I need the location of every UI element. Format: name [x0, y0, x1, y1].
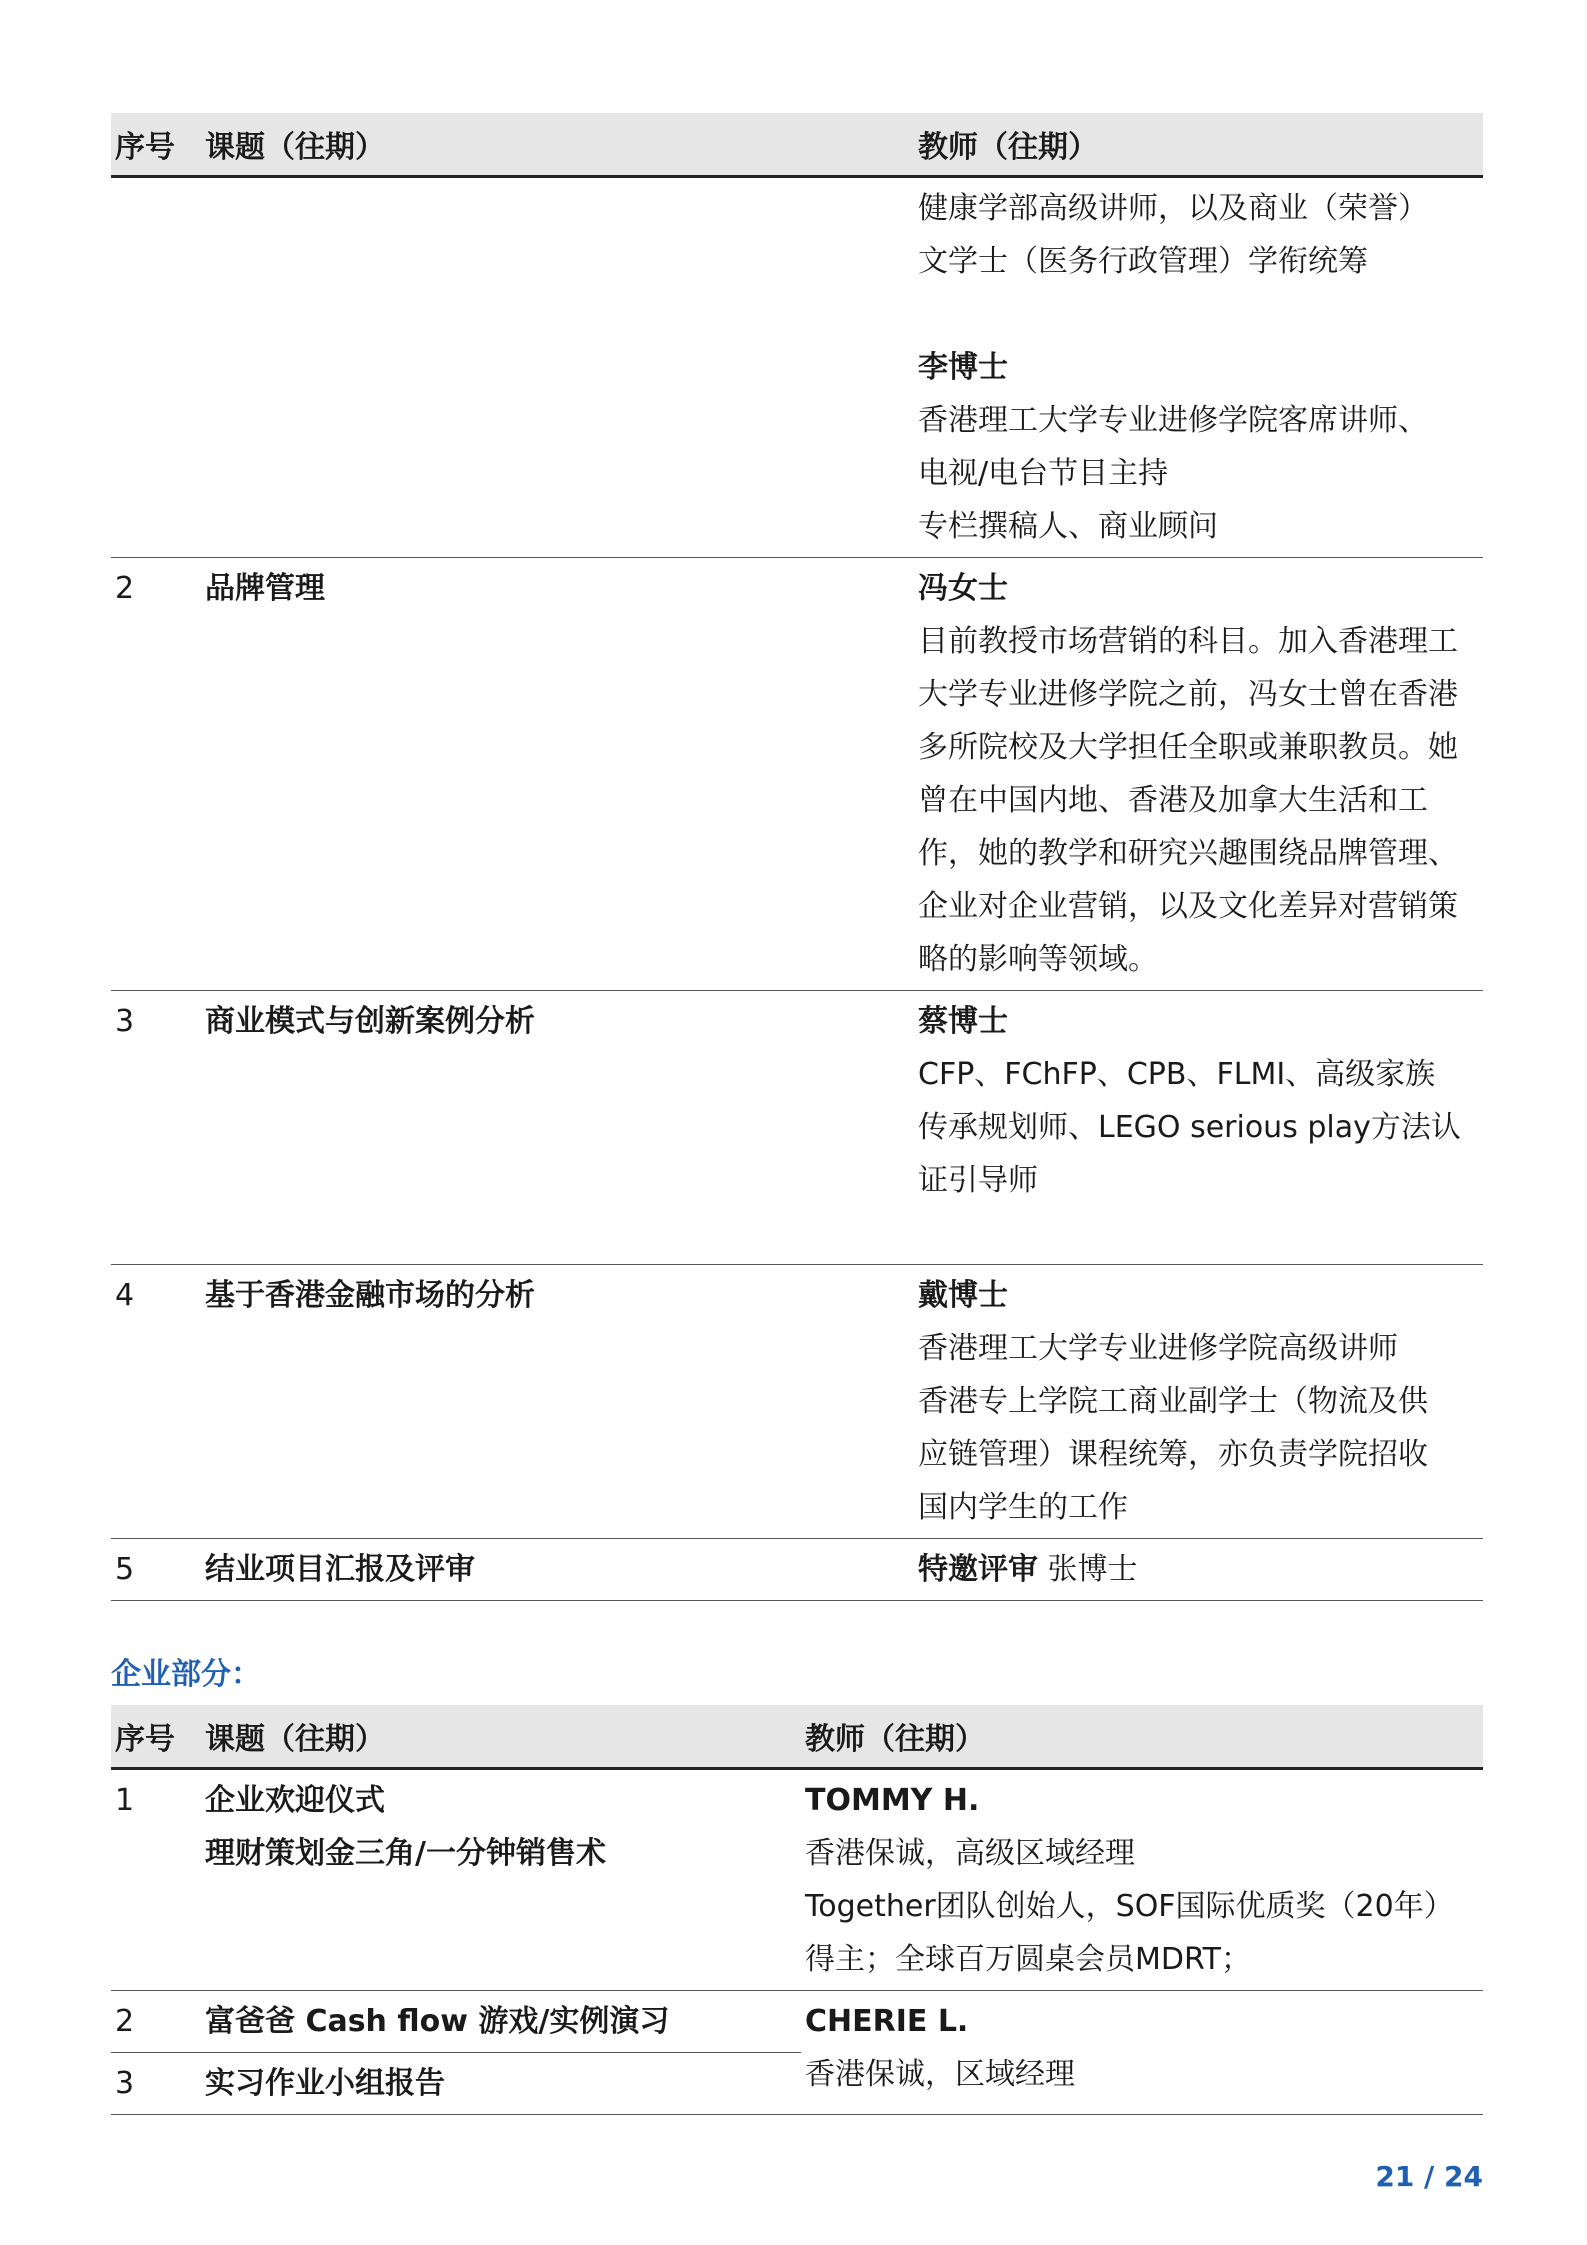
table-header-row: [111, 1705, 1483, 1769]
cell-topic: 基于香港金融市场的分析: [201, 1265, 914, 1539]
table-header-row: [111, 113, 1483, 177]
cell-number: 5: [111, 1539, 201, 1601]
document-page: [111, 113, 1483, 2115]
teacher-line: 文学士（医务行政管理）学衔统筹: [918, 244, 1368, 279]
topic-line: 理财策划金三角/一分钟销售术: [205, 1836, 606, 1871]
cell-teacher: [801, 1769, 1483, 1991]
teacher-line: 目前教授市场营销的科目。加入香港理工: [918, 624, 1458, 659]
cell-topic: 实习作业小组报告: [201, 2053, 801, 2115]
cell-teacher: [914, 1265, 1483, 1539]
header-teacher: 教师（往期）: [914, 113, 1483, 177]
cell-topic: 品牌管理: [201, 558, 914, 991]
section-title-enterprise: 企业部分：: [111, 1657, 261, 1692]
teacher-name: TOMMY H.: [805, 1783, 980, 1818]
spacer: [918, 1207, 1479, 1260]
cell-teacher: [914, 177, 1483, 558]
teacher-line: 电视/电台节目主持: [918, 456, 1169, 491]
cell-number: 1: [111, 1769, 201, 1991]
cell-topic: 结业项目汇报及评审: [201, 1539, 914, 1601]
cell-topic: [201, 177, 914, 558]
header-topic: 课题（往期）: [201, 113, 914, 177]
cell-topic: 富爸爸 Cash flow 游戏/实例演习: [201, 1991, 801, 2053]
cell-topic: [201, 1769, 801, 1991]
teacher-name: 冯女士: [918, 571, 1008, 606]
teacher-name: 张博士: [1038, 1552, 1138, 1587]
cell-number: 4: [111, 1265, 201, 1539]
cell-number: 3: [111, 2053, 201, 2115]
table-row-continuation: [111, 177, 1483, 558]
header-number: 序号: [111, 113, 201, 177]
cell-number: 2: [111, 1991, 201, 2053]
cell-teacher: [801, 1991, 1483, 2115]
teacher-line: 香港保诚，高级区域经理: [805, 1836, 1135, 1871]
teacher-name: CHERIE L.: [805, 2004, 969, 2039]
teacher-line: 企业对企业营销，以及文化差异对营销策: [918, 889, 1458, 924]
teacher-line: CFP、FChFP、CPB、FLMI、高级家族: [918, 1057, 1436, 1092]
table-row: [111, 558, 1483, 991]
cell-topic: 商业模式与创新案例分析: [201, 991, 914, 1265]
cell-number: 2: [111, 558, 201, 991]
header-number: 序号: [111, 1705, 201, 1769]
teacher-line: 多所院校及大学担任全职或兼职教员。她: [918, 730, 1458, 765]
teacher-line: 专栏撰稿人、商业顾问: [918, 509, 1218, 544]
courses-table: [111, 113, 1483, 1601]
table-row: [111, 1265, 1483, 1539]
cell-number: [111, 177, 201, 558]
table-row: [111, 1991, 1483, 2053]
teacher-line: 香港理工大学专业进修学院客席讲师、: [918, 403, 1428, 438]
spacer: [918, 288, 1479, 341]
cell-number: 3: [111, 991, 201, 1265]
header-topic: 课题（往期）: [201, 1705, 801, 1769]
table-row: [111, 1539, 1483, 1601]
table-row: [111, 991, 1483, 1265]
teacher-line: 证引导师: [918, 1163, 1038, 1198]
teacher-line: Together团队创始人，SOF国际优质奖（20年）: [805, 1889, 1454, 1924]
table-row: [111, 1769, 1483, 1991]
teacher-line: 国内学生的工作: [918, 1490, 1128, 1525]
cell-teacher: [914, 991, 1483, 1265]
teacher-line: 传承规划师、LEGO serious play方法认: [918, 1110, 1461, 1145]
teacher-line: 香港专上学院工商业副学士（物流及供: [918, 1384, 1428, 1419]
teacher-name: 李博士: [918, 350, 1008, 385]
teacher-line: 香港保诚，区域经理: [805, 2057, 1075, 2092]
teacher-name: 戴博士: [918, 1278, 1008, 1313]
teacher-role: 特邀评审: [918, 1552, 1038, 1587]
teacher-line: 曾在中国内地、香港及加拿大生活和工: [918, 783, 1428, 818]
teacher-line: 大学专业进修学院之前，冯女士曾在香港: [918, 677, 1458, 712]
cell-teacher: [914, 1539, 1483, 1601]
teacher-line: 应链管理）课程统筹，亦负责学院招收: [918, 1437, 1428, 1472]
teacher-line: 香港理工大学专业进修学院高级讲师: [918, 1331, 1398, 1366]
page-number: 21 / 24: [1375, 2160, 1483, 2193]
teacher-name: 蔡博士: [918, 1004, 1008, 1039]
cell-teacher: [914, 558, 1483, 991]
topic-line: 企业欢迎仪式: [205, 1783, 385, 1818]
teacher-line: 作，她的教学和研究兴趣围绕品牌管理、: [918, 836, 1458, 871]
teacher-line: 得主；全球百万圆桌会员MDRT；: [805, 1942, 1251, 1977]
teacher-line: 略的影响等领域。: [918, 942, 1158, 977]
header-teacher: 教师（往期）: [801, 1705, 1483, 1769]
teacher-line: 健康学部高级讲师，以及商业（荣誉）: [918, 191, 1428, 226]
enterprise-table: [111, 1705, 1483, 2115]
